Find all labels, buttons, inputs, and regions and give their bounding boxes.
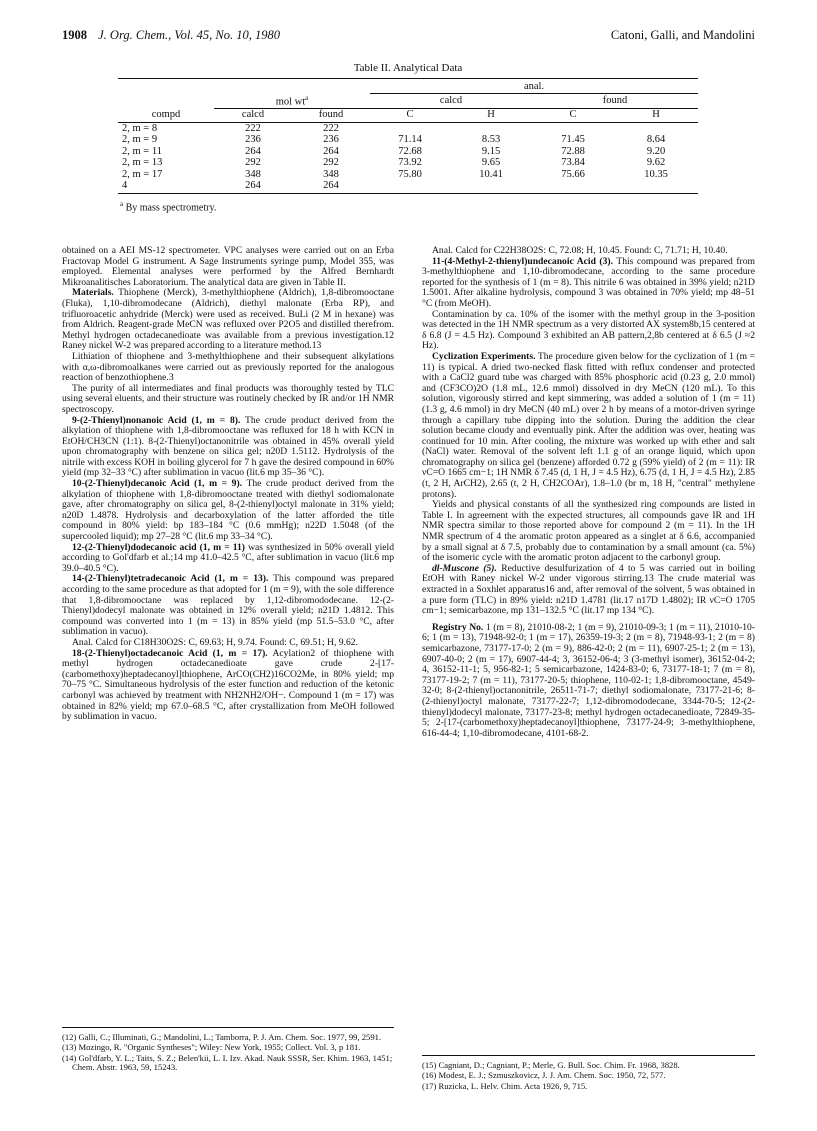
table-footnote [120, 200, 698, 213]
cell-calcd-H [450, 180, 532, 193]
header-found-H: H [614, 109, 698, 123]
compound-heading: 9-(2-Thienyl)nonanoic Acid (1, m = 8). [72, 414, 241, 426]
paragraph-cyclization [422, 352, 755, 500]
cell-found-H: 9.62 [646, 157, 666, 168]
footnote: (13) Mozingo, R. "Organic Syntheses"; Wiley: New York, 1955; Collect. Vol. 3, p 181. [62, 1042, 361, 1053]
section-heading: Cyclization Experiments. [432, 350, 536, 362]
table-row [118, 134, 698, 146]
paragraph-text: Thiophene (Merck), 3-methylthiophene (Aldrich), 1,8-dibromooctane (Fluka), 1,10-dibromodecane (Aldrich), diethyl malonate (Erba RP), and trifluoroacetic anhydride (Merck) were used as received. BuLi (2 M in hexane) was from Aldrich. Reagent-grade MeCN was refluxed over P2O5 and distilled therefrom. Methyl hydrogen octadecanedioate was available from a previous investigation.12 Raney nickel W-2 was prepared according to a literature method.13 [62, 287, 394, 352]
paragraph: obtained on a AEI MS-12 spectrometer. VPC analyses were carried out on an Erba Fractovap Model G instrument. A Sage Instruments syringe pump, Model 355, was employed. Elemental analyses were performed by the Alfred Bernhardt Mikroanalitisches Laboratorium. The analytical data are given in Table II. [62, 246, 394, 288]
table-row [118, 157, 698, 169]
analytical-data-table [118, 62, 698, 213]
cell-mw-found: 222 [323, 122, 339, 134]
cell-compd: 2, m = 13 [122, 157, 163, 168]
paragraph-compound-9 [62, 416, 394, 480]
cell-found-H: 10.35 [644, 168, 668, 180]
cell-mw-calcd: 264 [214, 180, 292, 193]
header-anal: anal. [370, 79, 698, 94]
footnotes-left [62, 1033, 394, 1074]
left-column [62, 246, 394, 806]
paragraph: Anal. Calcd for C18H30O2S: C, 69.63; H, 9.74. Found: C, 69.51; H, 9.62. [72, 636, 358, 648]
cell-found-C [532, 122, 614, 134]
cell-found-C: 72.88 [561, 145, 585, 157]
header-spacer [292, 79, 370, 94]
registry-heading: Registry No. [432, 621, 484, 633]
header-calcd-group: calcd [370, 93, 532, 109]
cell-found-C: 71.45 [561, 134, 585, 145]
cell-calcd-C: 75.80 [398, 168, 422, 180]
data-table [118, 78, 698, 194]
cell-mw-calcd: 222 [245, 122, 261, 134]
cell-calcd-C [370, 122, 450, 134]
paragraph-materials [62, 288, 394, 352]
header-sub-found: found [292, 109, 370, 123]
paragraph-text: This compound was prepared from 3-methylthiophene and 1,10-dibromodecane, according to the same procedure reported for the synthesis of 1 (m = 8). This nitrile 6 was obtained in 39% yield; n21D 1.5001. After alkaline hydrolysis, compound 3 was obtained in 70% yield; mp 48–51 °C (from MeOH). [422, 255, 755, 309]
cell-mw-found: 348 [323, 168, 339, 180]
footnote: (14) Gol'dfarb, Y. L.; Taits, S. Z.; Belen'kii, L. I. Izv. Akad. Nauk SSSR, Ser. Khim. 1963, 1451; Chem. Abstr. 1963, 59, 15243. [62, 1052, 393, 1073]
cell-found-H [614, 180, 698, 193]
header-spacer [118, 93, 214, 109]
cell-found-H [614, 122, 698, 134]
footnote: (12) Galli, C.; Illuminati, G.; Mandolini, L.; Tamborra, P. J. Am. Chem. Soc. 1977, 99, 2591. [62, 1032, 382, 1042]
compound-heading: 12-(2-Thienyl)dodecanoic acid (1, m = 11) [72, 541, 245, 553]
cell-mw-calcd: 264 [245, 145, 261, 157]
running-head [62, 28, 755, 44]
paragraph-text: 1 (m = 8), 21010-08-2; 1 (m = 9), 21010-09-3; 1 (m = 11), 21010-10-6; 1 (m = 13), 71948-92-0; 1 (m = 17), 26359-19-3; 2 (m = 8), 71948-93-1; 2 (m = 8) semicarbazone, 73177-17-0; 2 (m = 9), 886-42-0; 2 (m = 11), 6907-25-1; 2 (m = 13), 6907-40-0; 2 (m = 17), 6907-44-4; 3, 36152-06-4; 3 (3-methyl isomer), 36152-04-2; 4, 36152-11-1; 5, 956-82-1; 5 semicarbazone, 1424-83-0; 6, 73177-18-1; 7 (m = 8), 73177-19-2; 7 (m = 11), 73177-20-5; thiophene, 110-02-1; 1,8-dibromooctane, 4549-32-0; 8-(2-thienyl)octanonitrile, 26511-71-7; diethyl sodiomalonate, 73177-21-6; 8-(2-thienyl)octyl malonate, 73177-22-7; 1,12-dibromododecane, 3344-70-5; 12-(2-thienyl)dodecyl malonate, 73177-23-8; methyl hydrogen octadecanedioate, 72849-35-5; 2-[17-(carbomethoxy)heptadecanoyl]thiophene, 73177-24-9; 3-methylthiophene, 616-44-4; 1,10-dibromodecane, 4101-68-2. [422, 621, 755, 739]
header-molwt-text: mol wt [275, 96, 306, 108]
compound-heading: dl-Muscone (5). [432, 562, 497, 574]
table-row [118, 180, 698, 193]
table-row [118, 122, 698, 134]
paragraph: The purity of all intermediates and final products was thoroughly tested by TLC using several eluents, and their structure was routinely checked by IR and/or 1H NMR spectroscopy. [62, 382, 394, 415]
paragraph: Yields and physical constants of all the synthesized ring compounds are listed in Table I. In agreement with the expected structures, all compounds gave IR and 1H NMR spectra similar to those reported above for compound 2 (m = 11). In the 1H NMR spectrum of 4 the aromatic proton appeared as a singlet at δ 6.6, accompanied by a small signal at δ 7.5, probably due to contamination by a small amount (ca. 5%) of the isomeric cycle with the aromatic proton adjacent to the carbonyl group. [422, 499, 755, 564]
cell-compd: 4 [118, 180, 214, 193]
header-spacer [118, 79, 214, 94]
cell-calcd-C: 72.68 [398, 145, 422, 157]
header-found-group: found [532, 93, 698, 109]
table-footnote-text: By mass spectrometry. [125, 201, 217, 213]
cell-mw-calcd: 348 [245, 168, 261, 180]
cell-compd: 2, m = 9 [122, 134, 158, 145]
cell-found-C [532, 180, 614, 193]
paragraph: Anal. Calcd for C22H38O2S: C, 72.08; H, 10.45. Found: C, 71.71; H, 10.40. [432, 246, 728, 256]
paragraph-compound-18 [62, 649, 394, 723]
cell-mw-calcd: 292 [245, 157, 261, 168]
table-row [118, 169, 698, 181]
paragraph-muscone [422, 564, 755, 617]
table-title: Table II. Analytical Data [353, 62, 463, 74]
paragraph-compound-10 [62, 479, 394, 543]
cell-compd: 2, m = 11 [122, 145, 162, 157]
footnote: (16) Modest, E. J.; Szmuszkovicz, J. J. Am. Chem. Soc. 1950, 72, 577. [422, 1070, 666, 1081]
paragraph-registry [422, 623, 755, 740]
cell-compd: 2, m = 8 [122, 122, 158, 134]
cell-calcd-C: 71.14 [398, 134, 422, 145]
cell-calcd-C [370, 180, 450, 193]
paragraph: Lithiation of thiophene and 3-methylthiophene and their subsequent alkylations with α,ω-dibromoalkanes were carried out as previously reported for the analogous reaction of benzothiophene.3 [62, 350, 394, 384]
footnote: (17) Ruzicka, L. Helv. Chim. Acta 1926, 9, 715. [422, 1080, 588, 1091]
cell-calcd-H: 9.65 [481, 157, 501, 168]
cell-found-C: 73.84 [561, 157, 585, 168]
compound-heading: 11-(4-Methyl-2-thienyl)undecanoic Acid (3). [432, 255, 613, 267]
table-footnote-mark: a [120, 199, 124, 208]
header-compd: compd [118, 109, 214, 123]
cell-calcd-H: 8.53 [481, 134, 501, 145]
header-found-C: C [532, 109, 614, 123]
table-row [118, 146, 698, 158]
paragraph-text: The procedure given below for the cyclization of 1 (m = 11) is typical. A dried two-necked flask fitted with reflux condenser and protected with a CaCl2 guard tube was charged with 85% phosphoric acid (0.23 g, 2.0 mmol) and (CF3CO)2O (1.8 mL, 12.6 mmol) dissolved in dry MeCN (120 mL). To this solution, vigorously stirred and kept simmering, was added a solution of 1 (m = 11) (1.3 g, 4.6 mmol) in dry MeCN (40 mL) over 2 h by means of a motor-driven syringe through a capillary tube dipping into the solution. During the addition the clear solution became cloudy and eventually pink. After the addition was over, heating was continued for 10 min. After cooling, the mixture was worked up with ether and salt (NaCl) water. Removal of the solvent left 1.1 g of an orange liquid, which upon chromatography on silica gel (benzene) afforded 0.72 g (59% yield) of 2 (m = 11): IR νC=O 1665 cm−1; 1H NMR δ 7.45 (d, 1 H, J = 4.5 Hz), 6.75 (d, 1 H, J = 4.5 Hz), 2.85 (t, 2 H, ArCH2), 2.65 (t, 2 H, CH2COAr), 1.8–1.0 (br m, 18 H, "central" methylene protons). [422, 350, 755, 500]
cell-mw-found: 264 [323, 145, 339, 157]
section-heading: Materials. [72, 287, 114, 299]
cell-calcd-H: 10.41 [479, 168, 503, 180]
cell-found-C: 75.66 [561, 168, 585, 180]
paragraph: Contamination by ca. 10% of the isomer with the methyl group in the 3-position was detected in the 1H NMR spectrum as a very distorted AX system8b,15 centered at δ 6.8 (J = 4.5 Hz). Compound 3 exhibited an AB pattern,2,8b centered at δ 6.5 (J ≈2 Hz). [422, 308, 755, 352]
cell-mw-found: 264 [292, 180, 370, 193]
footnote-rule-left [62, 1027, 394, 1028]
paragraph-text: was synthesized in 50% overall yield according to Gol'dfarb et al.;14 mp 41.0–42.5 °C, after sublimation in vacuo (lit.6 mp 39.0–40.5 °C). [62, 541, 394, 574]
compound-heading: 10-(2-Thienyl)decanoic Acid (1, m = 9). [72, 478, 243, 490]
paragraph-text: Reductive desulfurization of 4 to 5 was carried out in boiling EtOH with Raney nickel W-2 under vigorous stirring.13 The crude material was extracted in a Soxhlet apparatus16 and, after removal of the solvent, 5 was obtained in a pure form (TLC) in 89% yield: n21D 1.4781 (lit.17 n17D 1.4802); IR νC=O 1705 cm−1; semicarbazone, mp 131–132.5 °C (lit.17 mp 134 °C). [422, 562, 755, 617]
header-sub-calcd: calcd [214, 109, 292, 123]
header-molwt [214, 93, 370, 109]
cell-compd: 2, m = 17 [122, 168, 163, 180]
header-calcd-C: C [370, 109, 450, 123]
cell-found-H: 9.20 [646, 145, 666, 157]
cell-calcd-H [450, 122, 532, 134]
paragraph-text: The crude product derived from the alkylation of thiophene with 1,8-dibromooctane was refluxed for 18 h with KCN in EtOH/CH3CN (1:1). 8-(2-Thienyl)octanonitrile was obtained in 45% overall yield upon chromatography with benzene on silica gel; n20D 1.5112. Hydrolysis of the nitrile with excess KOH in boiling glycerol for 7 h gave the desired compound in 60% yield (mp 32–33 °C) after sublimation in vacuo (lit.6 mp 35–36 °C). [62, 414, 394, 479]
compound-heading: 14-(2-Thienyl)tetradecanoic Acid (1, m = 13). [72, 573, 269, 585]
header-calcd-H: H [450, 109, 532, 123]
page-number: 1908 [62, 28, 87, 42]
cell-found-H: 8.64 [646, 134, 666, 145]
running-head-left [62, 28, 280, 43]
footnote: (15) Cagniant, D.; Cagniant, P.; Merle, G. Bull. Soc. Chim. Fr. 1968, 3828. [422, 1060, 680, 1070]
paragraph-text: The crude product derived from the alkylation of thiophene with 1,8-dibromooctane treated with diethyl sodiomalonate gave, after chromatography on silica gel, 8-(2-thienyl)octyl malonate in 31% yield; n20D 1.4878. Hydrolysis and decarboxylation of the latter afforded the title compound in 80% yield: bp 183–184 °C (0.6 mmHg); n22D 1.5048 (of the supercooled liquid); mp 27–28 °C (lit.6 mp 33–34 °C). [62, 478, 394, 543]
cell-mw-calcd: 236 [245, 134, 261, 145]
paragraph-text: Acylation2 of thiophene with methyl hydrogen octadecanedioate gave crude 2-[17-(carbomethoxy)heptadecanoyl]thiophene, ArCO(CH2)16CO2Me, in 80% yield; mp 70–75 °C. Simultaneous hydrolysis of the ester function and reduction of the ketonic carbonyl was achieved by treatment with NH2NH2/OH−. Compound 1 (m = 17) was obtained in 82% yield; mp 67.0–68.5 °C, after crystallization from MeOH followed by sublimation in vacuo. [62, 647, 394, 723]
footnote-rule-right [422, 1055, 755, 1056]
cell-mw-found: 292 [323, 157, 339, 168]
paragraph-compound-12 [62, 543, 394, 575]
header-spacer [214, 79, 292, 94]
cell-calcd-C: 73.92 [398, 157, 422, 168]
footnotes-right [422, 1061, 755, 1092]
paragraph-text: This compound was prepared according to the same procedure as that adopted for 1 (m = 9), with the sole difference that 1,8-dibromooctane was replaced by 1,12-dibromododecane. 12-(2-Thienyl)dodecyl malonate was obtained in 12% overall yield; n21D 1.4812. This compound was converted into 1 (m = 13) in 85% yield (mp 51.5–53.0 °C, after sublimation in vacuo). [62, 573, 394, 638]
footnote-marker: a [305, 94, 309, 102]
right-column [422, 246, 755, 858]
compound-heading: 18-(2-Thienyl)octadecanoic Acid (1, m = 17). [72, 647, 268, 659]
paragraph-compound-14 [62, 574, 394, 638]
cell-mw-found: 236 [323, 134, 339, 145]
journal-citation: J. Org. Chem., Vol. 45, No. 10, 1980 [98, 28, 280, 42]
paragraph-compound-3 [422, 257, 755, 310]
author-names: Catoni, Galli, and Mandolini [610, 28, 755, 42]
cell-calcd-H: 9.15 [481, 145, 501, 157]
